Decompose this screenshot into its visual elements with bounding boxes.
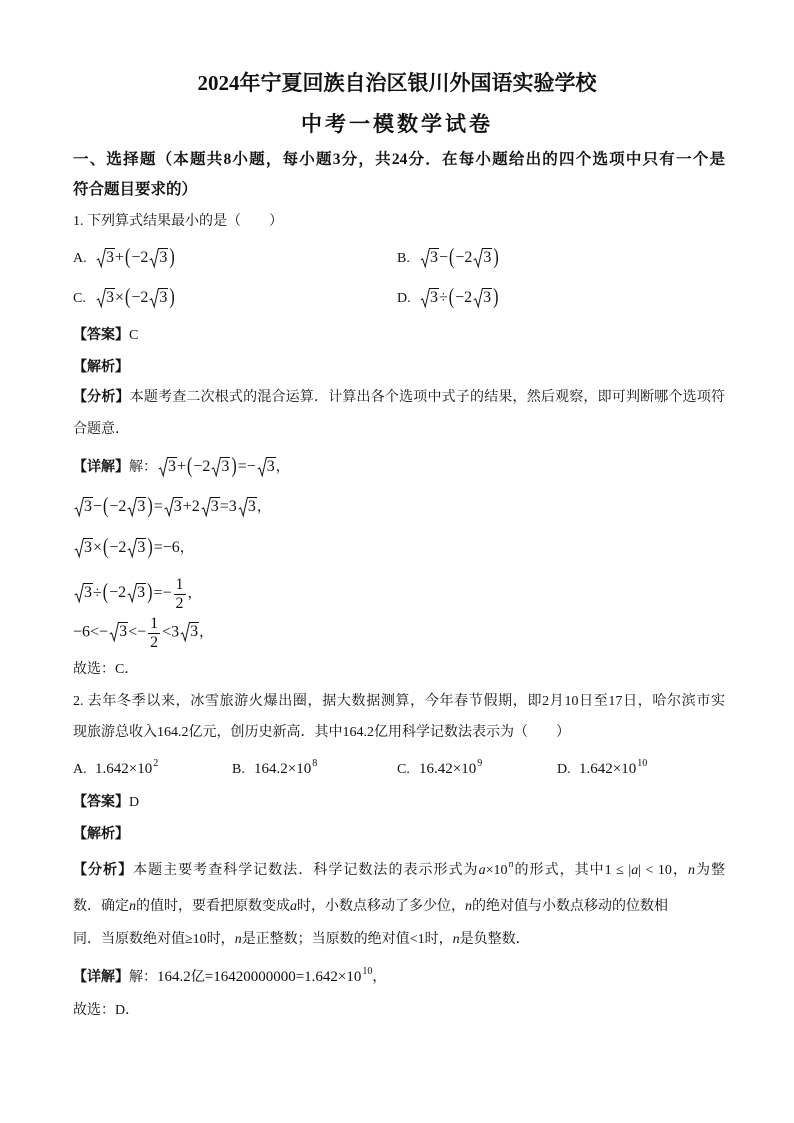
square-root	[127, 583, 146, 602]
left-paren: (	[103, 535, 109, 560]
radicand: 3	[84, 584, 92, 602]
math-text: =−6	[153, 539, 180, 556]
left-paren: (	[449, 245, 455, 270]
math-text: <−	[128, 623, 147, 641]
radical-sign-icon	[74, 497, 84, 516]
document-title: 2024年宁夏回族自治区银川外国语实验学校	[197, 71, 597, 95]
right-paren: )	[493, 245, 499, 270]
math-text: +	[177, 458, 187, 475]
option-expression	[95, 285, 176, 310]
detail-tag: 【详解】	[73, 460, 129, 475]
math-text: | < 10	[638, 863, 672, 878]
math-text: 2	[542, 694, 550, 709]
question-1-stem: 1. 下列算式结果最小的是（ ）	[73, 214, 283, 229]
section-heading-line: 一、选择题（本题共8小题，每小题3分，共24分．在每小题给出的四个选项中只有一个是	[73, 151, 725, 168]
math-text: ×	[93, 539, 103, 556]
analysis-tag: 【分析】	[73, 863, 134, 878]
math-text: −	[439, 249, 449, 266]
left-paren: (	[125, 285, 131, 310]
math-text: ×10	[485, 863, 508, 878]
parenthesized-group	[448, 287, 500, 309]
exponent: 9	[477, 758, 483, 769]
option-label: A.	[73, 762, 87, 777]
radicand: 3	[137, 539, 146, 556]
question-1-analysis-line: 合题意．	[73, 422, 129, 437]
math-text: 8	[223, 151, 232, 168]
square-root	[109, 622, 128, 641]
variable: n	[465, 899, 472, 914]
option-expression	[95, 758, 159, 777]
math-text: 10	[564, 694, 579, 709]
square-root	[238, 497, 257, 516]
square-root	[74, 538, 93, 557]
radicand: 3	[137, 584, 146, 602]
question-2-analysis-line: 同．当原数绝对值≥10时，n是正整数；当原数的绝对值<1时，n是负整数．	[73, 932, 530, 947]
left-paren: (	[103, 494, 109, 519]
math-text: −	[93, 498, 103, 515]
square-root	[149, 248, 168, 267]
math-text: −2	[455, 289, 473, 306]
parenthesized-group	[124, 247, 176, 269]
square-root	[96, 288, 115, 307]
question-2-analysis-line: 数．确定n的值时，要看把原数变成a时，小数点移动了多少位，n的绝对值与小数点移动的位数相	[73, 899, 668, 914]
variable: n	[452, 932, 460, 947]
radical-sign-icon	[420, 288, 430, 307]
math-text: −2	[131, 289, 149, 306]
question-1-option-c	[73, 287, 176, 310]
math-text: +	[115, 249, 125, 266]
variable: n	[129, 899, 136, 914]
question-2-option-b	[232, 758, 317, 781]
math-text: 164.2×10	[254, 761, 312, 777]
radicand: 3	[483, 249, 492, 266]
option-expression	[419, 285, 499, 310]
radical-sign-icon	[201, 497, 211, 516]
option-expression	[254, 758, 318, 777]
math-text: −2	[193, 458, 211, 475]
math-text: 164.2	[157, 725, 189, 740]
question-1-explanation-tag: 【解析】	[73, 360, 129, 375]
option-label: D.	[397, 291, 411, 306]
math-text: +2	[182, 498, 200, 515]
square-root	[74, 497, 93, 516]
math-text: −2	[109, 539, 127, 556]
exponent: 10	[362, 966, 373, 977]
parenthesized-group	[102, 537, 154, 559]
option-expression	[419, 758, 483, 777]
math-text: 3	[332, 151, 341, 168]
math-text: ÷	[93, 584, 102, 602]
variable: a	[290, 899, 297, 914]
exponent: 10	[637, 758, 648, 769]
right-paren: )	[169, 285, 175, 310]
math-text: 16.42×10	[419, 761, 477, 777]
question-1-detail-line	[73, 456, 725, 479]
math-text: 1 ≤ |	[604, 863, 632, 878]
square-root	[180, 622, 199, 641]
question-1-conclusion: 故选：C．	[73, 662, 139, 677]
question-2-conclusion: 故选：D．	[73, 1003, 140, 1018]
radicand: 3	[173, 498, 182, 515]
question-1-detail-line: 3×(−2 3 )=−6，	[73, 537, 725, 560]
radical-sign-icon	[96, 288, 106, 307]
radicand: 3	[190, 623, 199, 641]
document-subtitle: 中考一模数学试卷	[301, 112, 493, 136]
math-text: −2	[131, 249, 149, 266]
variable: a	[478, 863, 486, 878]
radicand: 3	[159, 249, 168, 266]
left-paren: (	[125, 245, 131, 270]
option-expression	[419, 245, 500, 270]
right-paren: )	[231, 454, 237, 479]
radical-sign-icon	[158, 457, 168, 476]
radical-sign-icon	[257, 457, 267, 476]
square-root	[211, 457, 230, 476]
math-text: <1	[409, 932, 425, 947]
option-label: B.	[397, 251, 410, 266]
question-2-explanation-tag: 【解析】	[73, 827, 129, 842]
variable: n	[234, 932, 242, 947]
square-root	[420, 288, 439, 307]
answer-tag: 【答案】	[73, 328, 129, 343]
math-text: −2	[455, 249, 473, 266]
math-text: ×	[115, 289, 125, 306]
question-2-answer	[73, 792, 725, 814]
analysis-text: 本题考查二次根式的混合运算．计算出各个选项中式子的结果，然后观察，即可判断哪个选项符	[129, 390, 726, 405]
fraction	[148, 615, 160, 651]
radicand: 3	[119, 623, 128, 641]
radicand: 3	[221, 458, 230, 475]
question-1-option-b	[397, 247, 500, 270]
radical-sign-icon	[164, 497, 174, 516]
square-root	[127, 497, 146, 516]
square-root	[164, 497, 183, 516]
square-root	[473, 248, 492, 267]
answer-value: C	[129, 328, 139, 343]
math-text: 164.2	[342, 725, 374, 740]
math-text: 2.	[73, 694, 88, 709]
option-expression	[579, 758, 648, 777]
fraction	[174, 576, 186, 612]
left-paren: (	[187, 454, 193, 479]
math-text: =−	[237, 458, 256, 475]
radical-sign-icon	[473, 288, 483, 307]
parenthesized-group	[102, 496, 154, 518]
math-text: ÷	[439, 289, 448, 306]
numerator: 1	[175, 576, 184, 593]
radicand: 3	[106, 289, 114, 306]
right-paren: )	[147, 494, 153, 519]
radical-sign-icon	[74, 583, 84, 602]
math-text: 17	[608, 694, 623, 709]
math-text: 1.642×10	[95, 761, 153, 777]
radicand: 3	[168, 458, 176, 475]
right-paren: )	[147, 580, 153, 605]
question-2-option-d	[557, 758, 647, 781]
parenthesized-group	[124, 287, 176, 309]
square-root	[473, 288, 492, 307]
radicand: 3	[266, 458, 275, 475]
variable: n	[687, 863, 695, 878]
numerator: 1	[150, 615, 159, 632]
radical-sign-icon	[127, 538, 137, 557]
radicand: 3	[430, 289, 438, 306]
square-root	[96, 248, 115, 267]
question-1-option-a	[73, 247, 176, 270]
exponent	[509, 859, 514, 870]
square-root	[158, 457, 177, 476]
question-2-stem: 2. 去年冬季以来，冰雪旅游火爆出圈，据大数据测算，今年春节假期，即2月10日至17日，哈尔滨市实	[73, 694, 726, 709]
question-1-detail-line: 3÷(−2 3 )=− $\frac{1}{2}$ ，	[73, 576, 725, 612]
square-root	[127, 538, 146, 557]
math-text: −6<−	[73, 623, 109, 641]
radicand: 3	[210, 498, 219, 515]
denominator: 2	[175, 594, 184, 612]
left-paren: (	[448, 285, 455, 310]
option-label: C.	[73, 291, 86, 306]
exponent: 8	[312, 758, 318, 769]
option-label: A.	[73, 251, 87, 266]
variable: a	[631, 863, 639, 878]
question-2-option-c	[397, 758, 482, 781]
option-label: C.	[397, 762, 410, 777]
option-label: B.	[232, 762, 245, 777]
math-text: 1.	[73, 214, 87, 229]
right-paren: )	[147, 535, 153, 560]
question-1-detail-line: 3−(−2 3 )= 3+2 3=3 3，	[73, 496, 725, 519]
answer-value: D	[129, 795, 140, 810]
radicand: 3	[84, 498, 92, 515]
radical-sign-icon	[127, 583, 137, 602]
detail-tag: 【详解】	[73, 970, 129, 985]
math-text: =16420000000=1.642×10	[204, 969, 362, 985]
math-text: =	[153, 498, 163, 515]
math-text: <3	[162, 623, 180, 641]
parenthesized-group	[102, 582, 154, 604]
radicand: 3	[430, 249, 438, 266]
option-expression	[95, 245, 176, 270]
math-text: =3	[219, 498, 237, 515]
square-root	[201, 497, 220, 516]
square-root	[149, 288, 168, 307]
radicand: 3	[247, 498, 256, 515]
radicand: 3	[483, 289, 492, 306]
question-2-option-a	[73, 758, 158, 781]
question-2-stem: 现旅游总收入164.2亿元，创历史新高．其中164.2亿用科学记数法表示为（ ）	[73, 725, 570, 740]
square-root	[420, 248, 439, 267]
radicand: 3	[159, 289, 168, 306]
question-1-answer	[73, 325, 725, 347]
right-paren: )	[493, 285, 499, 310]
radical-sign-icon	[149, 288, 159, 307]
detail-text: 解： 3+(−2 3 )=− 3，	[129, 460, 290, 475]
radical-sign-icon	[238, 497, 248, 516]
math-text: D	[115, 1003, 126, 1018]
radical-sign-icon	[473, 248, 483, 267]
math-text: 1.642×10	[579, 761, 637, 777]
question-2-analysis-line	[73, 860, 725, 882]
math-text: 24	[391, 151, 408, 168]
radical-sign-icon	[127, 497, 137, 516]
radicand: 3	[84, 539, 92, 556]
math-text: ≥10	[185, 932, 207, 947]
radical-sign-icon	[420, 248, 430, 267]
square-root	[74, 583, 93, 602]
math-text: C	[115, 662, 125, 677]
analysis-text: 本题主要考查科学记数法．科学记数法的表示形式为$a\times 10^n$的形式，其中1 ≤ |a| < 10，n为整	[133, 859, 726, 878]
option-label: D.	[557, 762, 571, 777]
radical-sign-icon	[211, 457, 221, 476]
math-text: −2	[109, 584, 127, 602]
question-1-option-d	[397, 287, 499, 310]
radicand: 3	[106, 249, 114, 266]
exponent: 2	[153, 758, 159, 769]
radical-sign-icon	[96, 248, 106, 267]
denominator: 2	[150, 633, 159, 651]
math-text: 164.2	[157, 969, 191, 985]
radical-sign-icon	[180, 622, 190, 641]
math-text: =−	[153, 584, 172, 602]
question-1-detail-line: −6<− 3<− $\frac{1}{2}$ <3 3，	[73, 615, 214, 651]
radicand: 3	[137, 498, 146, 515]
parenthesized-group	[448, 247, 500, 269]
radical-sign-icon	[149, 248, 159, 267]
section-heading-line: 符合题目要求的）	[73, 181, 198, 198]
answer-tag: 【答案】	[73, 795, 129, 810]
radical-sign-icon	[74, 538, 84, 557]
right-paren: )	[169, 245, 175, 270]
variable: n	[508, 859, 514, 870]
square-root	[257, 457, 276, 476]
left-paren: (	[102, 580, 109, 605]
radical-sign-icon	[109, 622, 119, 641]
math-text: −2	[109, 498, 127, 515]
question-2-detail-line	[73, 966, 725, 989]
question-1-analysis-line	[73, 387, 725, 409]
analysis-tag: 【分析】	[73, 390, 130, 405]
parenthesized-group	[186, 456, 238, 478]
detail-text: 解：164.2亿$=16420000000=1.642\times 10^{10}$，	[129, 966, 387, 985]
